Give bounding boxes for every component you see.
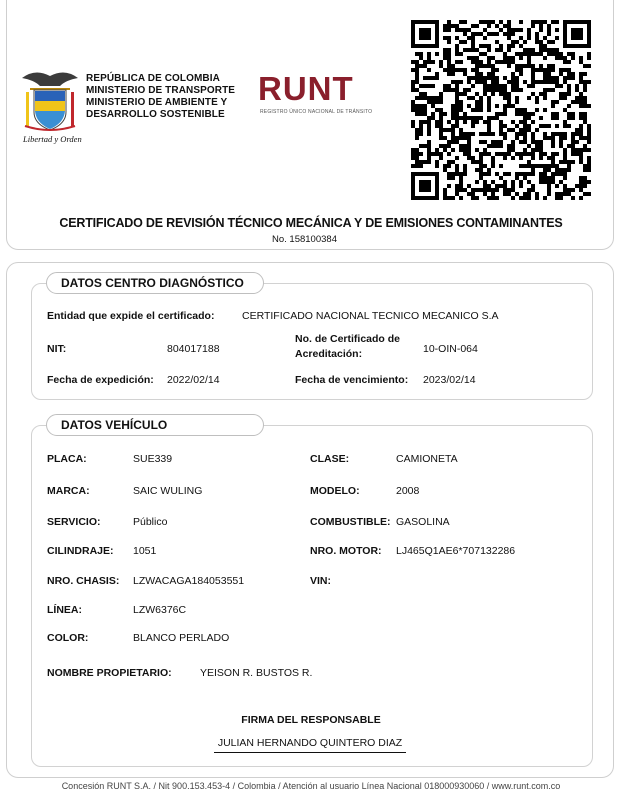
coat-of-arms-icon bbox=[20, 68, 80, 134]
cilindraje-value: 1051 bbox=[133, 545, 157, 557]
combustible-label: COMBUSTIBLE: bbox=[310, 516, 391, 528]
linea-label: LÍNEA: bbox=[47, 604, 82, 616]
expedicion-label: Fecha de expedición: bbox=[47, 374, 154, 386]
placa-value: SUE339 bbox=[133, 453, 173, 465]
signature-name: JULIAN HERNANDO QUINTERO DIAZ bbox=[214, 737, 406, 753]
vencimiento-value: 2023/02/14 bbox=[423, 374, 476, 386]
motto: Libertad y Orden bbox=[23, 134, 82, 144]
combustible-value: GASOLINA bbox=[396, 516, 450, 528]
modelo-value: 2008 bbox=[396, 485, 420, 497]
servicio-value: Público bbox=[133, 516, 168, 528]
linea-value: LZW6376C bbox=[133, 604, 187, 616]
section-title-vehiculo: DATOS VEHÍCULO bbox=[46, 414, 264, 436]
signature-title: FIRMA DEL RESPONSABLE bbox=[241, 714, 381, 726]
gov-line: MINISTERIO DE AMBIENTE Y bbox=[86, 97, 228, 108]
color-value: BLANCO PERLADO bbox=[133, 632, 230, 644]
runt-subtitle: REGISTRO ÚNICO NACIONAL DE TRÁNSITO bbox=[260, 109, 373, 115]
certificate-title: CERTIFICADO DE REVISIÓN TÉCNICO MECÁNICA Y DE EMISIONES CONTAMINANTES bbox=[59, 216, 563, 230]
chasis-value: LZWACAGA184053551 bbox=[133, 575, 245, 587]
marca-label: MARCA: bbox=[47, 485, 90, 497]
gov-line: REPÚBLICA DE COLOMBIA bbox=[86, 73, 220, 84]
clase-value: CAMIONETA bbox=[396, 453, 458, 465]
propietario-value: YEISON R. BUSTOS R. bbox=[200, 667, 313, 679]
gov-line: MINISTERIO DE TRANSPORTE bbox=[86, 85, 236, 96]
footer-text: Concesión RUNT S.A. / Nit 900.153.453-4 / Colombia / Atención al usuario Línea Nacional 018000930060 / www.runt.com.co bbox=[61, 781, 561, 791]
entidad-label: Entidad que expide el certificado: bbox=[47, 310, 215, 322]
color-label: COLOR: bbox=[47, 632, 89, 644]
propietario-label: NOMBRE PROPIETARIO: bbox=[47, 667, 172, 679]
section-title-centro: DATOS CENTRO DIAGNÓSTICO bbox=[46, 272, 264, 294]
placa-label: PLACA: bbox=[47, 453, 87, 465]
motor-value: LJ465Q1AE6*707132286 bbox=[396, 545, 516, 557]
servicio-label: SERVICIO: bbox=[47, 516, 101, 528]
government-text bbox=[86, 73, 235, 121]
acreditacion-label-line1: No. de Certificado de bbox=[295, 333, 401, 345]
nit-label: NIT: bbox=[47, 343, 67, 355]
marca-value: SAIC WULING bbox=[133, 485, 203, 497]
vin-label: VIN: bbox=[310, 575, 331, 587]
chasis-label: NRO. CHASIS: bbox=[47, 575, 120, 587]
clase-label: CLASE: bbox=[310, 453, 350, 465]
acreditacion-value: 10-OIN-064 bbox=[423, 343, 478, 355]
entidad-value: CERTIFICADO NACIONAL TECNICO MECANICO S.A bbox=[242, 310, 499, 322]
qr-code-icon bbox=[411, 20, 591, 200]
gov-line: DESARROLLO SOSTENIBLE bbox=[86, 109, 225, 120]
motor-label: NRO. MOTOR: bbox=[310, 545, 382, 557]
acreditacion-label-line2: Acreditación: bbox=[295, 348, 363, 360]
modelo-label: MODELO: bbox=[310, 485, 360, 497]
certificate-number: No. 158100384 bbox=[272, 234, 337, 245]
cilindraje-label: CILINDRAJE: bbox=[47, 545, 114, 557]
runt-logo: RUNT bbox=[258, 70, 354, 107]
expedicion-value: 2022/02/14 bbox=[167, 374, 220, 386]
vencimiento-label: Fecha de vencimiento: bbox=[295, 374, 409, 386]
nit-value: 804017188 bbox=[167, 343, 220, 355]
